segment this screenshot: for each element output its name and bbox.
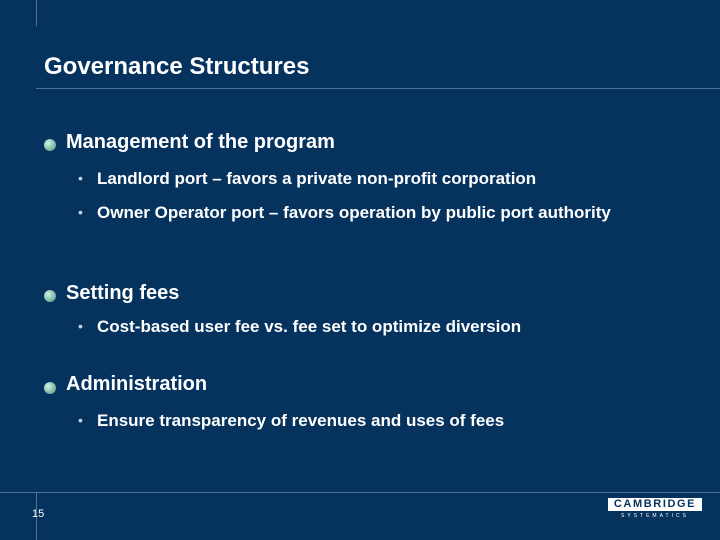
sub-bullet-icon: • bbox=[78, 318, 83, 334]
item-transparency: Ensure transparency of revenues and uses of fees bbox=[97, 411, 505, 430]
item-landlord-port: Landlord port – favors a private non-profit corporation bbox=[97, 169, 537, 188]
decorative-vertical-line bbox=[36, 0, 37, 26]
cambridge-systematics-logo bbox=[608, 498, 702, 520]
section-heading-management: Management of the program bbox=[66, 131, 335, 153]
sub-bullet-icon: • bbox=[78, 170, 83, 186]
section-heading-setting-fees: Setting fees bbox=[66, 282, 180, 304]
slide-title: Governance Structures bbox=[44, 53, 310, 80]
sub-bullet-icon: • bbox=[78, 204, 83, 220]
title-divider bbox=[36, 88, 720, 89]
section-heading-administration: Administration bbox=[66, 373, 208, 395]
bullet-icon bbox=[44, 139, 56, 151]
logo-name: CAMBRIDGE bbox=[608, 498, 702, 511]
item-owner-operator-port: Owner Operator port – favors operation by public port authority bbox=[97, 203, 611, 222]
logo-tagline: SYSTEMATICS bbox=[621, 513, 689, 519]
footer-divider bbox=[0, 492, 720, 493]
item-cost-based-fee: Cost-based user fee vs. fee set to optimize diversion bbox=[97, 317, 522, 336]
sub-bullet-icon: • bbox=[78, 412, 83, 428]
page-number: 15 bbox=[32, 508, 45, 520]
bullet-icon bbox=[44, 382, 56, 394]
bullet-icon bbox=[44, 290, 56, 302]
